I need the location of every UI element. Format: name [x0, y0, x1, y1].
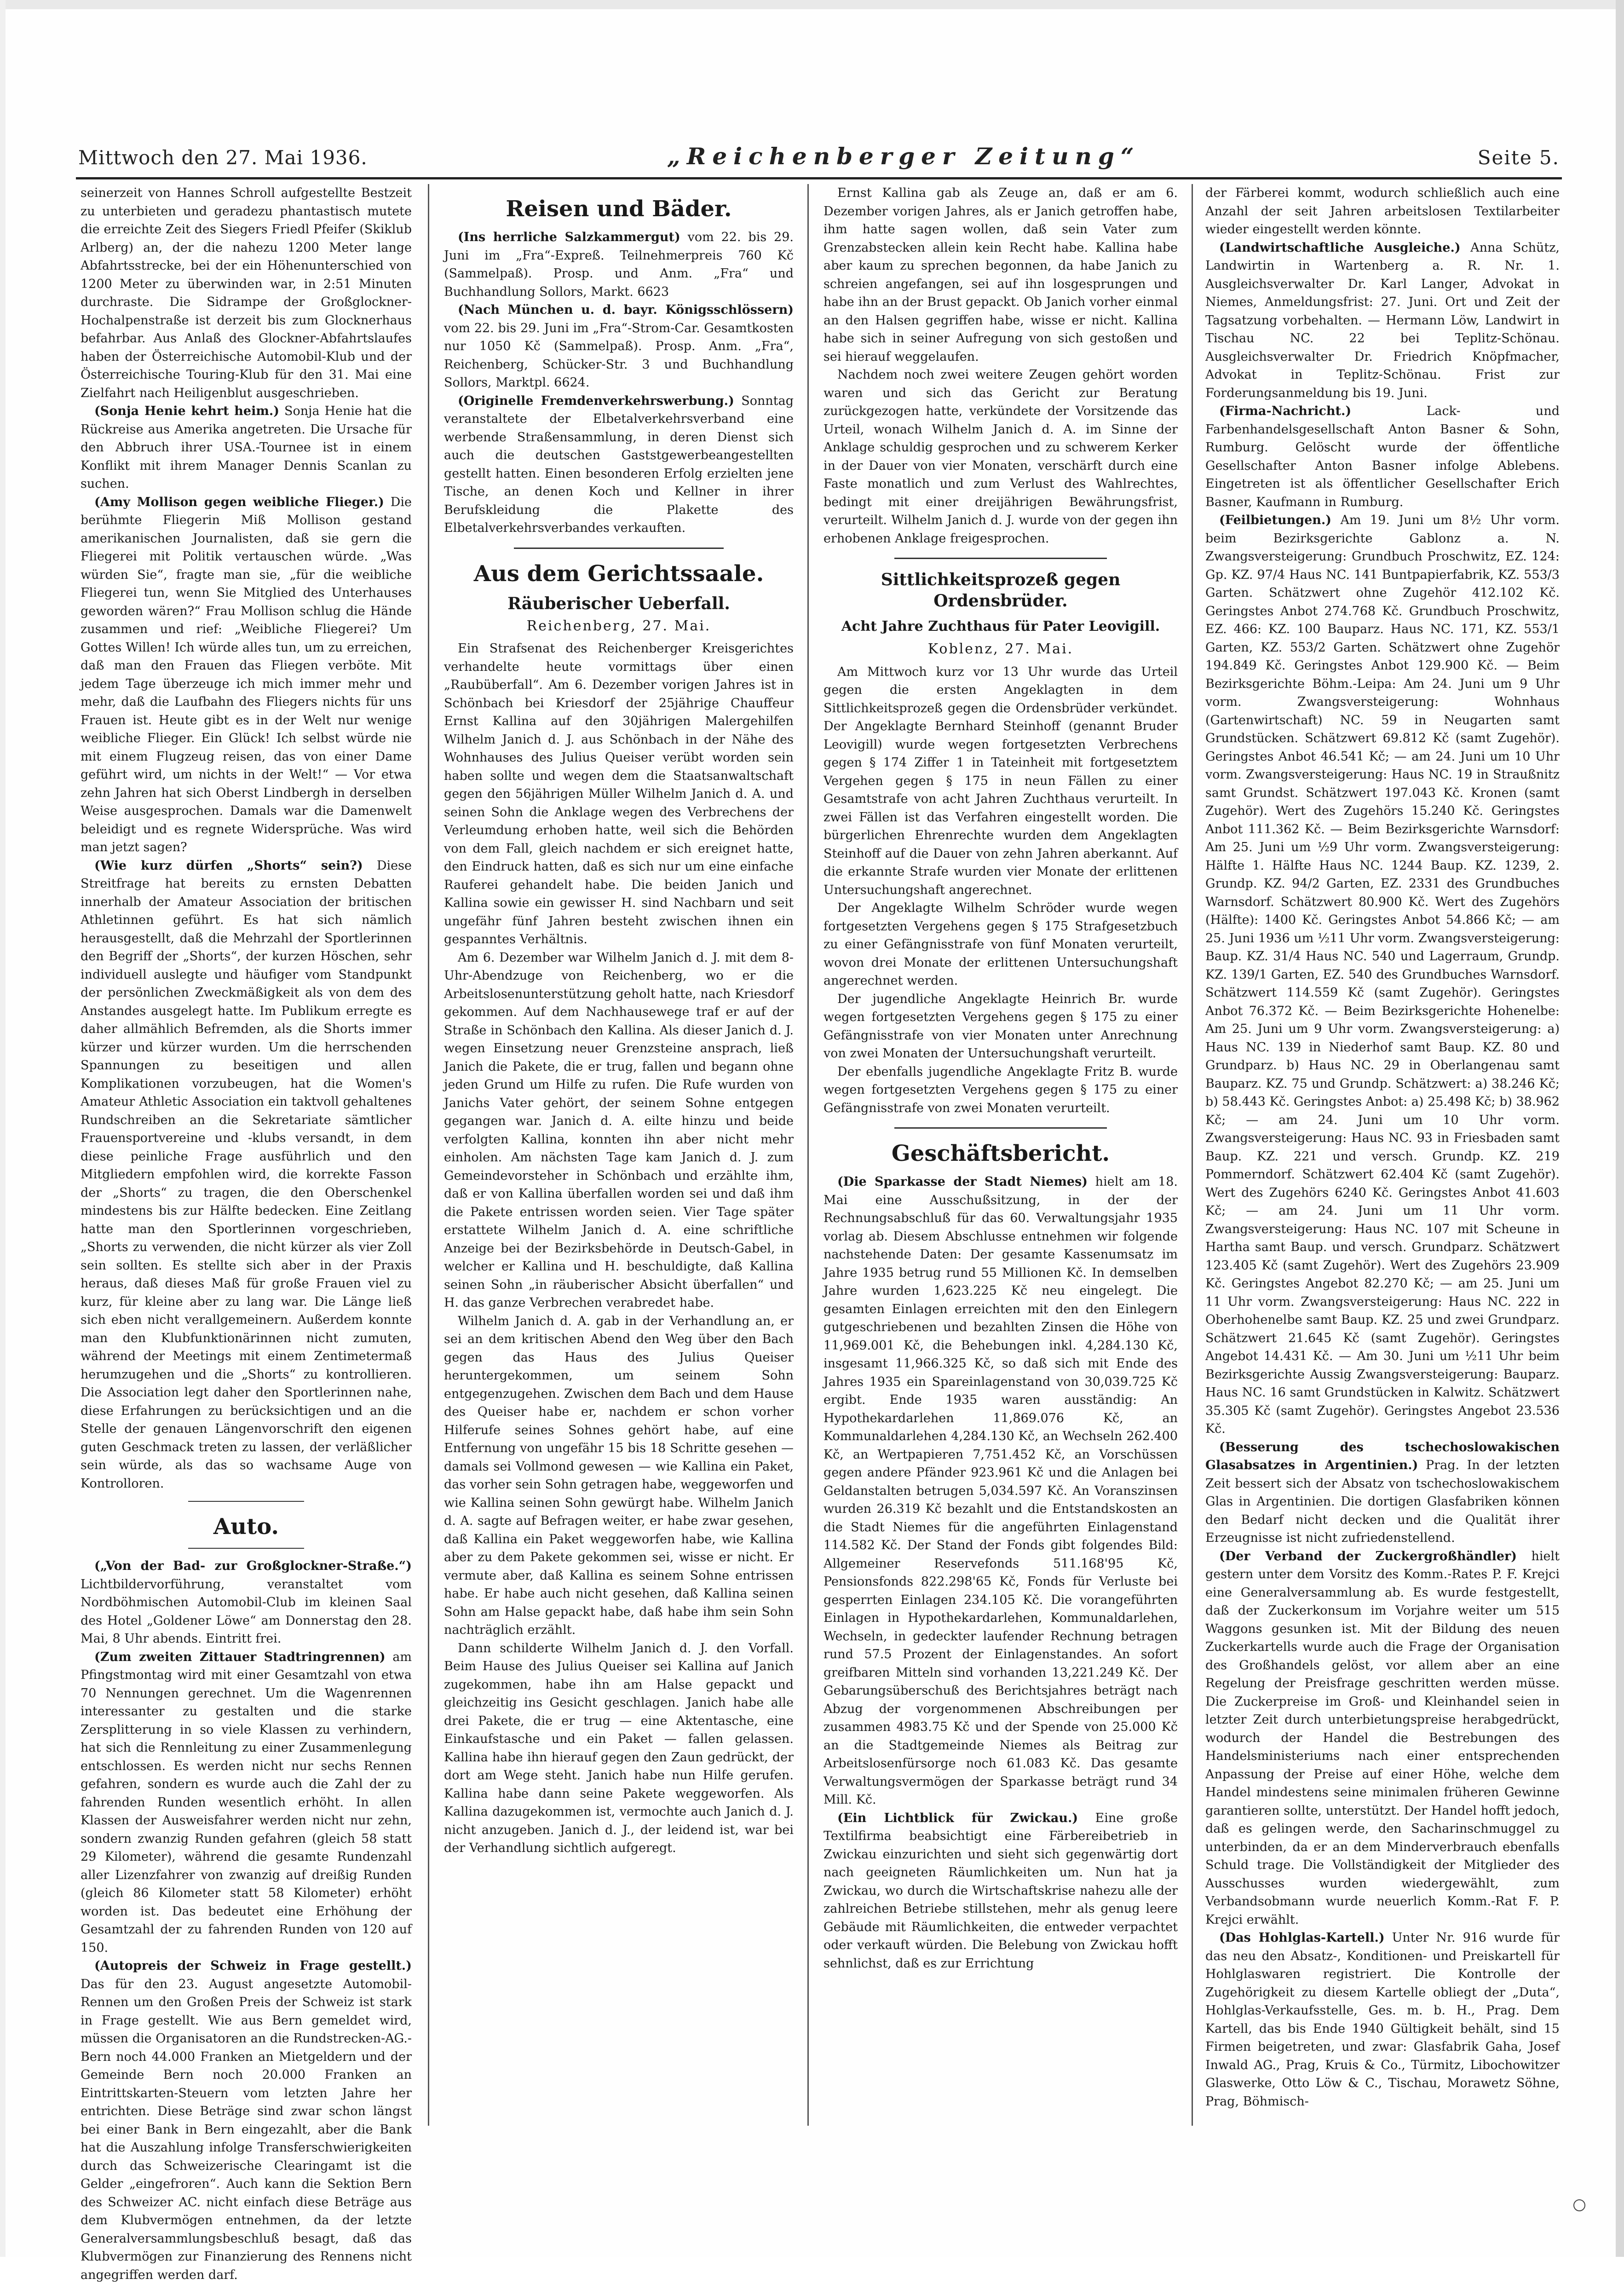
run-in-heading: (Nach München u. d. bayr. Königsschlössern) [458, 303, 794, 317]
column-1 [81, 184, 412, 2282]
paragraph: (Ein Lichtblick für Zwickau.) Eine große Textilfirma beabsichtigt eine Färbereibetrieb in Zwickau einzurichten und sieht sich gegenwärtig dort nach geeigneten Räumlichkeiten um. Nun hat ja Zwickau, wo durch die Wirtschaftskrise nahezu alle der zahlreichen Betriebe stillstehen, mehr als genug leere Gebäude mit Räumlichkeiten, die entweder verpachtet oder verkauft würden. Die Belebung von Zwickau hofft sehnlichst, daß es zur Errichtung [824, 1811, 1178, 1971]
paragraph: Dann schilderte Wilhelm Janich d. J. den Vorfall. Beim Hause des Julius Queiser sei Kallina auf Janich zugekommen, habe ihn am Halse gepackt und gleichzeitig ins Gesicht geschlagen. Janich habe alle drei Pakete, die er trug — eine Aktentasche, eine Einkaufstasche und ein Paket — fallen gelassen. Kallina habe ihn hierauf gegen den Zaun gedrückt, der dort am Wege steht. Janich habe nun Hilfe gerufen. Kallina habe dann seine Pakete weggeworfen. Als Kallina dazugekommen ist, vermochte auch Janich d. J. nicht anzugeben. Janich d. J., der leidend ist, war bei der Verhandlung sichtlich aufgeregt. [444, 1641, 794, 1855]
paragraph: (Ins herrliche Salzkammergut) vom 22. bis 29. Juni im „Fra“-Expreß. Teilnehmerpreis 760 Kč (Sammelpaß). Prosp. und Anm. „Fra“ und Buchhandlung Sollors, Markt. 6623 [444, 230, 794, 299]
paragraph: Am Mittwoch kurz vor 13 Uhr wurde das Urteil gegen die ersten Angeklagten in dem Sittlichkeitsprozeß gegen die Ordensbrüder verkündet. Der Angeklagte Bernhard Steinhoff (genannt Bruder Leovigill) wurde wegen fortgesetzten Verbrechens gegen § 174 Ziffer 1 in Tateinheit mit fortgesetztem Vergehen gegen § 175 in neun Fällen zu einer Gesamtstrafe von acht Jahren Zuchthaus verurteilt. In zwei Fällen ist das Verfahren eingestellt worden. Die bürgerlichen Ehrenrechte wurden dem Angeklagten Steinhoff auf die Dauer von zehn Jahren aberkannt. Auf die erkannte Strafe wurden vier Monate der erlittenen Untersuchungshaft angerechnet. [824, 664, 1178, 897]
run-in-heading: (Originelle Fremdenverkehrswerbung.) [458, 393, 734, 408]
paragraph: (Nach München u. d. bayr. Königsschlössern) vom 22. bis 29. Juni im „Fra“-Strom-Car. Gesamtkosten nur 1050 Kč (Sammelpaß). Prosp. Anm. „Fra“, Reichenberg, Schücker-Str. 3 und Buchhandlung Sollors, Marktpl. 6624. [444, 303, 794, 390]
paragraph: Ein Strafsenat des Reichenberger Kreisgerichtes verhandelte heute vormittags über einen „Raubüberfall“. Am 6. Dezember vorigen Jahres ist in Schönbach bei Kriesdorf der 25jährige Chauffeur Ernst Kallina auf den 30jährigen Malergehilfen Wilhelm Janich d. J. aus Schönbach in der Nähe des Wohnhauses des Julius Queiser verübt worden sein haben sollte und wegen dem die Staatsanwaltschaft gegen den 56jährigen Müller Wilhelm Janich d. A. und seinen Sohn die Anklage wegen des Verbrechens der Verleumdung erhoben hatte, weil sich die Behörden von dem Fall, gleich nachdem er sich ereignet hatte, den Eindruck hatten, daß es sich nur um eine einfache Rauferei gehandelt habe. Die beiden Janich und Kallina sowie ein gewisser H. sind Nachbarn und seit ungefähr fünf Jahren besteht zwischen ihnen ein gespanntes Verhältnis. [444, 641, 794, 946]
paragraph: (Sonja Henie kehrt heim.) Sonja Henie hat die Rückreise aus Amerika angetreten. Die Ursache für den Abbruch ihrer USA.-Tournee ist in einem Konflikt mit ihrem Manager Dennis Scanlan zu suchen. [81, 404, 412, 491]
run-in-heading: (Autopreis der Schweiz in Frage gestellt.) [94, 1959, 412, 1973]
header-rule [76, 177, 1562, 179]
section-heading-reisen: Reisen und Bäder. [506, 196, 732, 222]
run-in-heading: (Besserung des tschechoslowakischen Glasabsatzes in Argentinien.) [1205, 1440, 1560, 1472]
run-in-heading: (Sonja Henie kehrt heim.) [94, 404, 280, 418]
paragraph: (Die Sparkasse der Stadt Niemes) hielt am 18. Mai eine Ausschußsitzung, in der der Rechnungsabschluß für das 60. Verwaltungsjahr 1935 vorlag ab. Diesem Abschlusse entnehmen wir folgende nachstehende Daten: Der gesamte Kassenumsatz im Jahre 1935 betrug rund 55 Millionen Kč. In demselben Jahre wurden 1,623.225 Kč neu eingelegt. Die gesamten Einlagen erreichten mit den den Einlegern gutgeschriebenen und bezahlten Zinsen die Höhe von 11,969.001 Kč, die Behebungen inkl. 4,284.130 Kč, insgesamt 11,966.325 Kč, so daß sich mit Ende des Jahres 1935 ein Spareinlagenstand von 30,039.725 Kč ergibt. Ende 1935 waren ausständig: An Hypothekardarlehen 11,869.076 Kč, an Kommunaldarlehen 4,284.130 Kč, an Wechseln 262.400 Kč, an Wertpapieren 7,751.452 Kč, an Vorschüssen gegen andere Pfänder 923.961 Kč und die Anlagen bei Geldanstalten betrugen 5,034.597 Kč. An Voranszinsen wurden 26.319 Kč bezahlt und die Entstandskosten an die Stadt Niemes für die angeführten Einlagenstand 114.582 Kč. Der Stand der Fonds gibt folgendes Bild: Allgemeiner Reservefonds 511.168'95 Kč, Pensionsfonds 822.298'65 Kč, Fonds für Verluste bei gesperrten Einlagen 234.105 Kč. Die vorangeführten Einlagen in Hypothekardarlehen, Kommunaldarlehen, Wechseln, in gedeckter laufender Rechnung betragen rund 57.5 Prozent der Einlagenstandes. An sofort greifbaren Mitteln sind vorhanden 13,221.249 Kč. Der Gebarungsüberschuß des Berichtsjahres beträgt nach Abzug der vorgenommenen Abschreibungen per zusammen 4983.75 Kč und der Spende von 25.000 Kč an die Stadtgemeinde Niemes als Beitrag zur Arbeitslosenfürsorge noch 61.083 Kč. Das gesamte Verwaltungsvermögen der Sparkasse beträgt rund 34 Mill. Kč. [824, 1175, 1178, 1807]
paragraph: Nachdem noch zwei weitere Zeugen gehört worden waren und sich das Gericht zur Beratung zurückgezogen hatte, verkündete der Vorsitzende das Urteil, wonach Wilhelm Janich d. A. im Sinne der Anklage schuldig gesprochen und zu schwerem Kerker in der Dauer von vier Monaten, verschärft durch eine Faste monatlich und zum Verlust des Wahlrechtes, bedingt mit einer dreijährigen Bewährungsfrist, verurteilt. Wilhelm Janich d. J. wurde von der gegen ihn erhobenen Anklage freigesprochen. [824, 368, 1178, 546]
run-in-heading: (Ins herrliche Salzkammergut) [458, 230, 680, 244]
divider [188, 1548, 304, 1549]
column-rule [807, 184, 809, 2126]
article-headline: Räuberischer Ueberfall. [507, 594, 730, 613]
section-heading-auto: Auto. [213, 1514, 279, 1540]
dateline: Reichenberg, 27. Mai. [526, 617, 711, 634]
paragraph: Der Angeklagte Wilhelm Schröder wurde wegen fortgesetzten Vergehens gegen § 175 Strafgesetzbuch zu einer Gefängnisstrafe von fünf Monaten verurteilt, wovon drei Monate der erlittenen Untersuchungshaft angerechnet werden. [824, 901, 1178, 988]
column-rule [428, 184, 429, 2126]
section-heading-gericht: Aus dem Gerichtssaale. [473, 560, 764, 587]
paragraph: (Autopreis der Schweiz in Frage gestellt.) Das für den 23. August angesetzte Automobil-Rennen um den Großen Preis der Schweiz ist stark in Frage gestellt. Wie aus Bern gemeldet wird, müssen die Organisatoren an die Rundstrecken-AG.-Bern noch 44.000 Franken an Mietgeldern und der Gemeinde Bern noch 20.000 Franken an Eintrittskarten-Steuern vom letzten Jahre her entrichten. Diese Beträge sind zwar schon längst bei einer Bank in Bern eingezahlt, aber die Bank hat die Auszahlung infolge Transferschwierigkeiten durch das Schweizerische Clearingamt ist die Gelder „eingefroren“. Auch kann die Sektion Bern des Schweizer AC. nicht einfach diese Beträge aus dem Klubvermögen entnehmen, da der letzte Generalversammlungsbeschluß besagt, daß das Klubvermögen zur Finanzierung des Rennens nicht angegriffen werden darf. [81, 1959, 412, 2282]
paragraph: (Firma-Nachricht.) Lack- und Farbenhandelsgesellschaft Anton Basner & Sohn, Rumburg. Gelöscht wurde der öffentliche Gesellschafter Anton Basner infolge Ablebens. Eingetreten ist als öffentlicher Gesellschafter Erich Basner, Kaufmann in Rumburg. [1205, 404, 1560, 509]
divider [514, 548, 724, 549]
paragraph: seinerzeit von Hannes Schroll aufgestellte Bestzeit zu unterbieten und geradezu phantastisch mutete die erreichte Zeit des Siegers Friedl Pfeifer (Skiklub Arlberg) an, der die nahezu 1200 Meter lange Abfahrtsstrecke, bei der ein Höhenunterschied von 1200 Meter zu überwinden war, in 2:51 Minuten durchraste. Die Sidrampe der Großglockner-Hochalpenstraße ist derzeit bis zum Glocknerhaus befahrbar. Aus Anlaß des Glockner-Abfahrtslaufes haben der Österreichische Automobil-Klub und der Österreichische Touring-Klub für den 31. Mai eine Zielfahrt nach Heiligenblut ausgeschrieben. [81, 186, 412, 400]
article-subheadline: Acht Jahre Zuchthaus für Pater Leovigill. [841, 618, 1160, 634]
paragraph: („Von der Bad- zur Großglockner-Straße.“) Lichtbildervorführung, veranstaltet vom Nordböhmischen Automobil-Club im kleinen Saal des Hotel „Goldener Löwe“ am Donnerstag den 28. Mai, 8 Uhr abends. Eintritt frei. [81, 1559, 412, 1646]
run-in-heading: (Ein Lichtblick für Zwickau.) [837, 1811, 1078, 1825]
scan-border-right [1616, 0, 1624, 2257]
scan-border-top [0, 0, 1624, 9]
dateline: Koblenz, 27. Mai. [927, 641, 1074, 657]
divider [894, 1127, 1107, 1129]
newspaper-title: „Reichenberger Zeitung“ [667, 143, 1140, 170]
article-headline: Sittlichkeitsprozeß gegen Ordensbrüder. [881, 570, 1121, 611]
column-rule [1192, 184, 1193, 2126]
paragraph: (Das Hohlglas-Kartell.) Unter Nr. 916 wurde für das neu den Absatz-, Konditionen- und Preiskartell für Hohlglaswaren registriert. Die Kontrolle der Zugehörigkeit zu diesem Kartelle obliegt der „Duta“, Hohlglas-Verkaufsstelle, Ges. m. b. H., Prag. Dem Kartell, das bis Ende 1940 Gültigkeit behält, sind 15 Firmen beigetreten, und zwar: Glasfabrik Gaha, Josef Inwald AG., Prag, Kruis & Co., Türmitz, Libochowitzer Glaswerke, Otto Löw & C., Tischau, Morawetz Söhne, Prag, Böhmisch- [1205, 1931, 1560, 2109]
header-date: Mittwoch den 27. Mai 1936. [78, 146, 368, 169]
paragraph: Am 6. Dezember war Wilhelm Janich d. J. mit dem 8-Uhr-Abendzuge von Reichenberg, wo er die Arbeitslosenunterstützung geholt hatte, nach Kriesdorf gekommen. Auf dem Nachhausewege traf er auf der Straße in Schönbach den Kallina. Als dieser Janich d. J. wegen Einsetzung neuer Grenzsteine ansprach, ließ Janich die Pakete, die er trug, fallen und begann ohne jeden Grund um Hilfe zu rufen. Die Rufe wurden von Janichs Vater gehört, der seinem Sohne entgegen gegangen war. Janich d. A. eilte hinzu und beide verfolgten Kallina, konnten ihn aber nicht mehr einholen. Am nächsten Tage kam Janich d. J. zum Gemeindevorsteher in Schönbach und erzählte ihm, daß er von Kallina überfallen worden sei und daß ihm die Pakete entrissen worden seien. Vier Tage später erstattete Wilhelm Janich d. A. eine schriftliche Anzeige bei der Bezirksbehörde in Deutsch-Gabel, in welcher er Kallina und H. beschuldigte, daß Kallina seinen Sohn „in räuberischer Absicht überfallen“ und H. das ganze Verbrechen verabredet habe. [444, 950, 794, 1310]
paragraph: (Besserung des tschechoslowakischen Glasabsatzes in Argentinien.) Prag. In der letzten Zeit bessert sich der Absatz von tschechoslowakischem Glas in Argentinien. Die dortigen Glasfabriken können den Bedarf nicht decken und die Qualität ihrer Erzeugnisse ist nicht zufriedenstellend. [1205, 1440, 1560, 1545]
paragraph: der Färberei kommt, wodurch schließlich auch eine Anzahl der seit Jahren arbeitslosen Textilarbeiter wieder eingestellt werden könnte. [1205, 186, 1560, 236]
paragraph: (Zum zweiten Zittauer Stadtringrennen) am Pfingstmontag wird mit einer Gesamtzahl von etwa 70 Nennungen gerechnet. Um die Wagenrennen interessanter zu gestalten und die starke Zersplitterung in so viele Klassen zu verhindern, hat sich die Rennleitung zu einer Zusammenlegung entschlossen. Es werden nicht nur sechs Rennen gefahren, sondern es wurde auch die Zahl der zu fahrenden Runden wesentlich erhöht. In allen Klassen der Ausweisfahrer werden nicht nur zehn, sondern zwanzig Runden gefahren (gleich 58 statt 29 Kilometer), während die gesamte Rundenzahl aller Lizenzfahrer von zwanzig auf dreißig Runden (gleich 86 Kilometer statt 58 Kilometer) erhöht worden ist. Das bedeutet eine Erhöhung der Gesamtzahl der zu fahrenden Runden von 120 auf 150. [81, 1650, 412, 1955]
run-in-heading: (Landwirtschaftliche Ausgleiche.) [1219, 240, 1461, 255]
run-in-heading: (Amy Mollison gegen weibliche Flieger.) [94, 495, 384, 509]
column-2 [444, 184, 794, 2117]
paragraph: (Der Verband der Zuckergroßhändler) hielt gestern unter dem Vorsitz des Komm.-Rates P. F. Krejci eine Generalversammlung ab. Es wurde festgestellt, daß der Zuckerkonsum im Vorjahre weiter um 515 Waggons gesunken ist. Mit der Bildung des neuen Zuckerkartells wurde auch die Frage der Organisation des Großhandels gelöst, vor allem aber an eine Regelung der Preisfrage geschritten werden müsse. Die Zuckerpreise im Groß- und Kleinhandel seien in letzter Zeit durch unterbietungspreise herabgedrückt, wodurch der Handel die Bestrebungen des Handelsministeriums nach einer entsprechenden Anpassung der Preise auf einer Höhe, welche dem Handel mindestens seine minimalen früheren Gewinne garantieren sollte, unterstützt. Der Handel hofft jedoch, daß es gelingen werde, den Sacharinschmuggel zu unterbinden, da er an dem Minderverbrauch ebenfalls Schuld trage. Die Vollständigkeit der Mitglieder des Ausschusses wurden wiedergewählt, zum Verbandsobmann wurde neuerlich Komm.-Rat F. P. Krejci erwählt. [1205, 1549, 1560, 1927]
paragraph: (Originelle Fremdenverkehrswerbung.) Sonntag veranstaltete der Elbetalverkehrsverband eine werbende Straßensammlung, in deren Dienst sich auch die deutschen Gaststgewerbeangestellten gestellt hatten. Einen besonderen Erfolg erzielten jene Tische, an denen Koch und Kellner in ihrer Berufskleidung die Plakette des Elbetalverkehrsverbandes verkauften. [444, 393, 794, 535]
run-in-heading: (Wie kurz dürfen „Shorts“ sein?) [94, 858, 363, 873]
run-in-heading: (Feilbietungen.) [1219, 513, 1332, 527]
paragraph: (Wie kurz dürfen „Shorts“ sein?) Diese Streitfrage hat bereits zu ernsten Debatten innerhalb der Amateur Association der britischen Athletinnen geführt. Es hat sich nämlich herausgestellt, daß die Mehrzahl der Sportlerinnen den Begriff der „Shorts“, der kurzen Höschen, sehr individuell auslegte und häufiger vom Standpunkt der persönlichen Zweckmäßigkeit als von dem des Anstandes ausgelegt hatte. Im Publikum erregte es daher allmählich Befremden, als die Shorts immer kürzer und kürzer wurden. Um die herrschenden Spannungen zu beseitigen und allen Komplikationen vorzubeugen, hat die Women's Amateur Athletic Association ein taktvoll gehaltenes Rundschreiben an die Sekretariate sämtlicher Frauensportvereine und -klubs versandt, in dem diese peinliche Frage ausführlich und den Mitgliedern empfohlen wird, die korrekte Fasson der „Shorts“ zu tragen, die den Oberschenkel mindestens bis zur Hälfte bedecken. Eine Zeitlang hatte man den Sportlerinnen vorgeschrieben, „Shorts zu verwenden, die nicht kürzer als vier Zoll sein sollten. Es stellte sich aber in der Praxis heraus, daß dieses Maß für große Frauen viel zu kurz, für kleine aber zu lang war. Die Länge ließ sich eben nicht verallgemeinern. Außerdem konnte man den Klubfunktionärinnen nicht zumuten, während der Meetings mit einem Zentimetermaß herumzugehen und die „Shorts“ zu kontrollieren. Die Association legt daher den Sportlerinnen nahe, diese Erfahrungen zu berücksichtigen und an die Stelle der genauen Längenvorschrift den eigenen guten Geschmack treten zu lassen, der verläßlicher sein würde, als das so wachsame Auge von Kontrolloren. [81, 858, 412, 1491]
paragraph: Wilhelm Janich d. A. gab in der Verhandlung an, er sei an dem kritischen Abend den Weg über den Bach gegen das Haus des Julius Queiser heruntergekommen, um seinem Sohn entgegenzugehen. Zwischen dem Bach und dem Hause des Queiser habe er, nachdem er schon vorher Hilferufe seines Sohnes gehört habe, auf eine Entfernung von ungefähr 15 bis 18 Schritte gesehen — damals sei Vollmond gewesen — wie Kallina ein Paket, das vorher sein Sohn getragen habe, weggeworfen und wie Kallina seinen Sohn gewürgt habe. Wilhelm Janich d. A. sagte auf Befragen weiter, er habe zwar gesehen, daß Kallina ein Paket weggeworfen habe, wie Kallina aber zu dem Pakete gekommen sei, wisse er nicht. Er vermute aber, daß Kallina es seinem Sohne entrissen habe. Er habe auch nicht gesehen, daß Kallina seinen Sohn am Halse gepackt habe, daß habe ihm sein Sohn nachträglich erzählt. [444, 1314, 794, 1637]
run-in-heading: („Von der Bad- zur Großglockner-Straße.“) [94, 1559, 412, 1573]
run-in-heading: (Der Verband der Zuckergroßhändler) [1219, 1549, 1517, 1563]
column-4 [1205, 184, 1560, 2117]
page-number: Seite 5. [1477, 146, 1560, 169]
section-heading-geschaeft: Geschäftsbericht. [891, 1141, 1110, 1166]
paragraph: Der jugendliche Angeklagte Heinrich Br. wurde wegen fortgesetzten Vergehens gegen § 175 zu einer Gefängnisstrafe von vier Monaten unter Anrechnung von zwei Monaten der Untersuchungshaft verurteilt. [824, 992, 1178, 1061]
divider [188, 1501, 304, 1502]
page-header [78, 138, 1560, 175]
run-in-heading: (Firma-Nachricht.) [1219, 404, 1352, 418]
paragraph: (Landwirtschaftliche Ausgleiche.) Anna Schütz, Landwirtin in Wartenberg a. R. Nr. 1. Ausgleichsverwalter Dr. Karl Langer, Advokat in Niemes, Anmeldungsfrist: 27. Juni. Ort und Zeit der Tagsatzung vorbehalten. — Hermann Löw, Landwirt in Tischau NC. 22 bei Teplitz-Schönau. Ausgleichsverwalter Dr. Friedrich Knöpfmacher, Advokat in Teplitz-Schönau. Frist zur Forderungsanmeldung bis 19. Juni. [1205, 240, 1560, 400]
paragraph: (Feilbietungen.) Am 19. Juni um 8½ Uhr vorm. beim Bezirksgerichte Gablonz a. N. Zwangsversteigerung: Grundbuch Proschwitz, EZ. 124: Gp. KZ. 97/4 Haus NC. 141 Buntpapierfabrik, KZ. 553/3 Garten. Schätzwert ohne Zugehör 412.102 Kč. Geringstes Anbot 274.768 Kč. Grundbuch Proschwitz, EZ. 466: KZ. 100 Bauparz. Haus NC. 171, KZ. 553/1 Garten, KZ. 553/2 Garten. Schätzwert ohne Zugehör 194.849 Kč. Geringstes Anbot 129.900 Kč. — Beim Bezirksgerichte Böhm.-Leipa: Am 24. Juni um 9 Uhr vorm. Zwangsversteigerung: Wohnhaus (Gartenwirtschaft) NC. 59 in Neugarten samt Grundstücken. Schätzwert 69.812 Kč (samt Zugehör). Geringstes Anbot 46.541 Kč; — am 24. Juni um 10 Uhr vorm. Zwangsversteigerung: Haus NC. 19 in Straußnitz samt Grundst. Schätzwert 197.043 Kč. Kronen (samt Zugehör). Wert des Zugehörs 15.240 Kč. Geringstes Anbot 111.362 Kč. — Beim Bezirksgerichte Warnsdorf: Am 25. Juni um ½9 Uhr vorm. Zwangsversteigerung: Hälfte 1. Hälfte Haus NC. 1244 Baup. KZ. 1239, 2. Grundp. KZ. 94/2 Garten, EZ. 2331 des Grundbuches Warnsdorf. Schätzwert 80.900 Kč. Wert des Zugehörs (Hälfte): 1400 Kč. Geringstes Anbot 54.866 Kč; — am 25. Juni 1936 um ½11 Uhr vorm. Zwangsversteigerung: Baup. KZ. 31/4 Haus NC. 540 und Lagerraum, Grundp. KZ. 139/1 Garten, EZ. 540 des Grundbuches Warnsdorf. Schätzwert 114.559 Kč (samt Zugehör). Geringstes Anbot 76.372 Kč. — Beim Bezirksgerichte Hohenelbe: Am 25. Juni um 9 Uhr vorm. Zwangsversteigerung: a) Haus NC. 139 in Niederhof samt Baup. KZ. 80 und Grundparz. b) Haus NC. 29 in Oberlangenau samt Bauparz. KZ. 75 und Grundp. Schätzwert: a) 38.246 Kč; b) 58.443 Kč. Geringstes Anbot: a) 25.498 Kč; b) 38.962 Kč; — am 24. Juni um 10 Uhr vorm. Zwangsversteigerung: Haus NC. 93 in Friesbaden samt Baup. KZ. 221 und versch. Grundp. KZ. 219 Pommerndorf. Schätzwert 62.404 Kč (samt Zugehör). Wert des Zugehörs 6240 Kč. Geringstes Anbot 41.603 Kč; — am 24. Juni um 11 Uhr vorm. Zwangsversteigerung: Haus NC. 107 mit Scheune in Hartha samt Baup. und versch. Grundparz. Schätzwert 123.405 Kč (samt Zugehör). Wert des Zugehörs 23.909 Kč. Geringstes Angebot 82.270 Kč; — am 25. Juni um 11 Uhr vorm. Zwangsversteigerung: Haus NC. 222 in Oberhohenelbe samt Baup. KZ. 25 und zwei Grundparz. Schätzwert 21.645 Kč (samt Zugehör). Geringstes Angebot 14.431 Kč. — Am 30. Juni um ½11 Uhr beim Bezirksgerichte Aussig Zwangsversteigerung: Bauparz. Haus NC. 16 samt Grundstücken in Kalwitz. Schätzwert 35.305 Kč (samt Zugehör). Geringstes Angebot 23.536 Kč. [1205, 513, 1560, 1436]
paragraph: (Amy Mollison gegen weibliche Flieger.) Die berühmte Fliegerin Miß Mollison gestand amerikanischen Journalisten, daß sie gern die Fliegerei mit Politik vertauschen würde. „Was würden Sie“, fragte man sie, „für die weibliche Fliegerei tun, wenn Sie Mitglied des Unterhauses geworden wären?“ Frau Mollison schlug die Hände zusammen und rief: „Weibliche Fliegerei? Um Gottes Willen! Ich würde alles tun, um zu erreichen, daß man den Frauen das Fliegen verböte. Mit jedem Tage überzeuge ich mich immer mehr und mehr, daß die Laufbahn des Fliegers nichts für uns Frauen ist. Heute gibt es in der Welt nur wenige weibliche Flieger. Ein Glück! Ich selbst würde nie mit einem Flugzeug reisen, das von einer Dame geführt wird, um nichts in der Welt!“ — Vor etwa zehn Jahren hat sich Oberst Lindbergh in derselben Weise ausgesprochen. Damals war die Damenwelt beleidigt und es regnete Widersprüche. Was wird man jetzt sagen? [81, 495, 412, 854]
column-3 [824, 184, 1178, 2117]
run-in-heading: (Zum zweiten Zittauer Stadtringrennen) [94, 1650, 386, 1664]
divider [894, 558, 1107, 559]
run-in-heading: (Die Sparkasse der Stadt Niemes) [837, 1175, 1088, 1189]
scan-border-left [0, 0, 6, 2257]
paragraph: Der ebenfalls jugendliche Angeklagte Fritz B. wurde wegen fortgesetzten Vergehens gegen § 175 zu einer Gefängnisstrafe von zwei Monaten verurteilt. [824, 1064, 1178, 1115]
run-in-heading: (Das Hohlglas-Kartell.) [1219, 1931, 1385, 1945]
binding-hole-mark [1573, 2199, 1585, 2211]
paragraph: Ernst Kallina gab als Zeuge an, daß er am 6. Dezember vorigen Jahres, als er Janich getroffen habe, ihm hatte sagen wollen, daß sein Vater zum Grenzabstecken allein kein Recht habe. Kallina habe aber kaum zu sprechen begonnen, da habe Janich zu schreien angefangen, sei auf ihn losgesprungen und habe ihn an der Brust gepackt. Ob Janich vorher einmal an den Halsen gegriffen habe, wisse er nicht. Kallina habe sich in seiner Aufregung von sich gestoßen und sei hierauf weggelaufen. [824, 186, 1178, 364]
